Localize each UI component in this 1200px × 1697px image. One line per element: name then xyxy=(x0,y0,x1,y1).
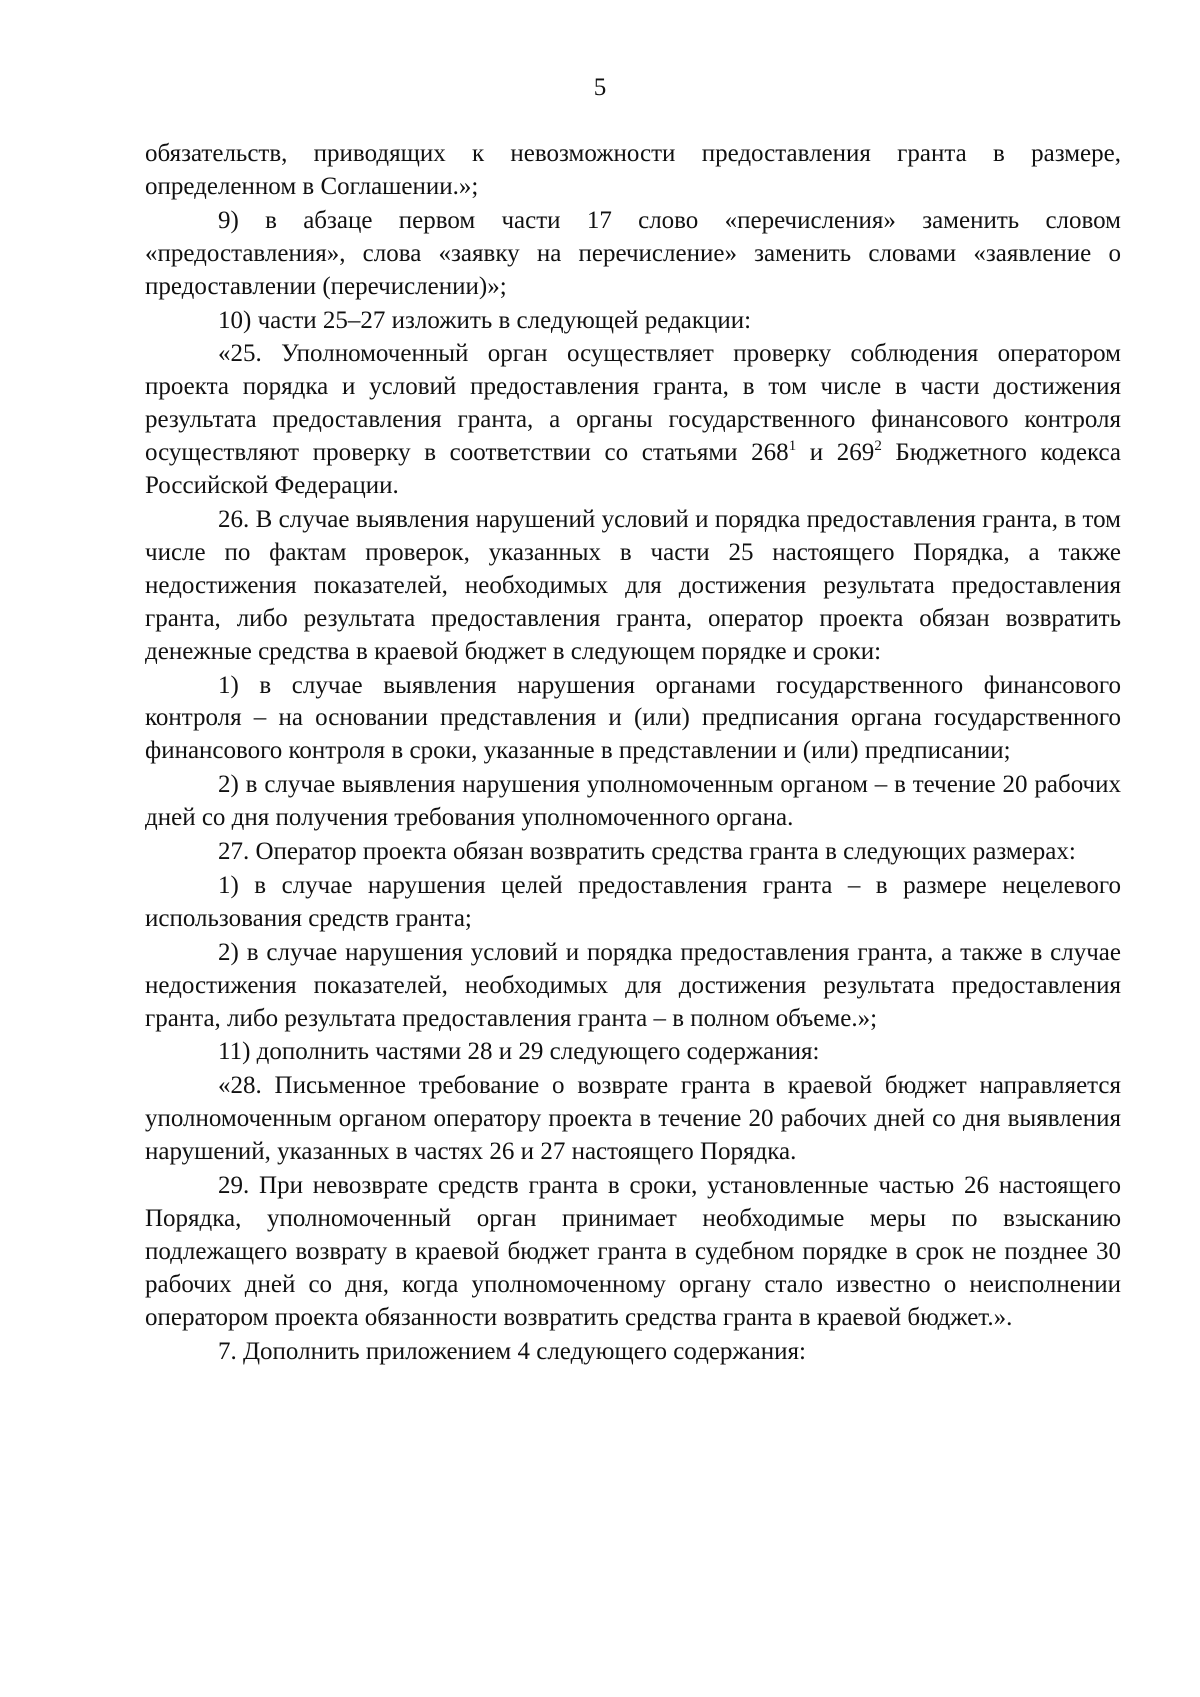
paragraph-item-9: 9) в абзаце первом части 17 слово «перечисления» заменить словом «предоставления», слова «заявку на перечисление» заменить словами «заявление о предоставлении (перечислении)»; xyxy=(145,206,1121,300)
paragraph-item-7: 7. Дополнить приложением 4 следующего содержания: xyxy=(218,1337,806,1365)
document-body xyxy=(145,138,1121,1369)
paragraph-part-28: «28. Письменное требование о возврате гранта в краевой бюджет направляется уполномоченным органом оператору проекта в течение 20 рабочих дней со дня выявления нарушений, указанных в частях 26 и 27 настоящего Порядка. xyxy=(145,1072,1121,1166)
part-25-text-end: Бюджетного кодекса Российской Федерации. xyxy=(145,439,1121,500)
page-number: 5 xyxy=(593,74,607,101)
paragraph-part-26: 26. В случае выявления нарушений условий и порядка предоставления гранта, в том числе по фактам проверок, указанных в части 25 настоящего Порядка, а также недостижения показателей, необходимых для достижения результата предоставления гранта, либо результата предоставления гранта, оператор проекта обязан возвратить денежные средства в краевой бюджет в следующем порядке и сроки: xyxy=(145,505,1121,665)
paragraph-part-29: 29. При невозврате средств гранта в сроки, установленные частью 26 настоящего Порядка, уполномоченный орган принимает необходимые меры по взысканию подлежащего возврату в краевой бюджет гранта в судебном порядке в срок не позднее 30 рабочих дней со дня, когда уполномоченному органу стало известно о неисполнении оператором проекта обязанности возвратить средства гранта в краевой бюджет.». xyxy=(145,1172,1121,1331)
paragraph-part-26-item-1: 1) в случае выявления нарушения органами государственного финансового контроля – на основании представления и (или) предписания органа государственного финансового контроля в сроки, указанные в представлении и (или) предписании; xyxy=(145,671,1121,765)
paragraph-item-11: 11) дополнить частями 28 и 29 следующего содержания: xyxy=(218,1038,820,1066)
paragraph-continuation: обязательств, приводящих к невозможности предоставления гранта в размере, определенном в Соглашении.»; xyxy=(145,140,1121,200)
paragraph-part-26-item-2: 2) в случае выявления нарушения уполномоченным органом – в течение 20 рабочих дней со дня получения требования уполномоченного органа. xyxy=(145,771,1121,832)
part-25-text-mid: и 269 xyxy=(796,439,875,467)
paragraph-item-10: 10) части 25–27 изложить в следующей редакции: xyxy=(218,306,752,334)
part-25-text: «25. Уполномоченный орган осуществляет проверку соблюдения оператором проекта порядка и условий предоставления гранта, в том числе в части достижения результата предоставления гранта, а органы государственного финансового контроля осуществляют проверку в соответствии со статьями 268 xyxy=(145,340,1121,467)
paragraph-part-27-item-2: 2) в случае нарушения условий и порядка предоставления гранта, а также в случае недостижения показателей, необходимых для достижения результата предоставления гранта, либо результата предоставления гранта – в полном объеме.»; xyxy=(145,938,1121,1032)
superscript-1: 1 xyxy=(788,437,797,454)
paragraph-part-27-item-1: 1) в случае нарушения целей предоставления гранта – в размере нецелевого использования средств гранта; xyxy=(145,871,1121,932)
paragraph-part-27: 27. Оператор проекта обязан возвратить средства гранта в следующих размерах: xyxy=(218,838,1076,866)
paragraph-part-25 xyxy=(145,338,1121,503)
superscript-2: 2 xyxy=(874,437,882,454)
